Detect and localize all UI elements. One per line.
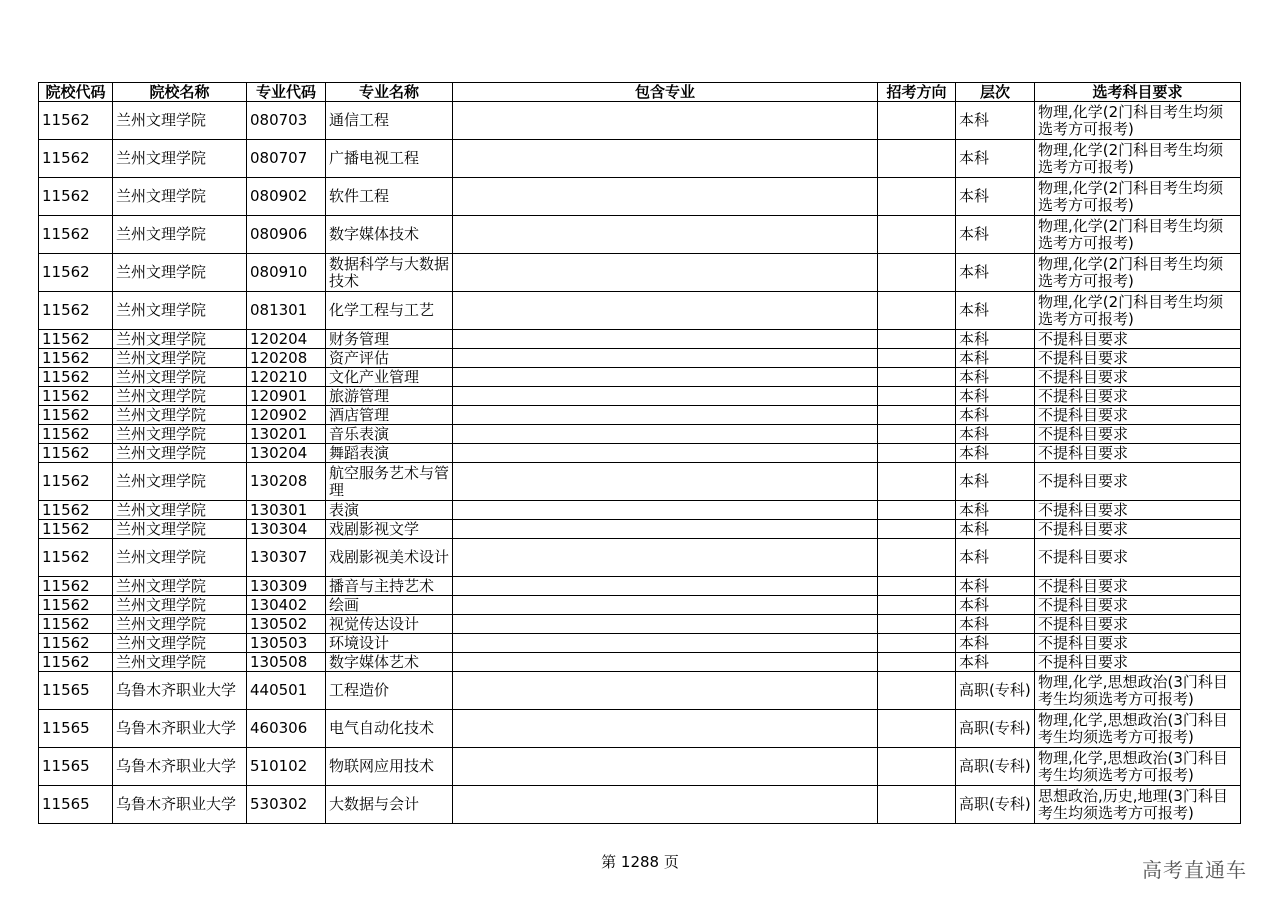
school-code-cell: 11562 (39, 653, 113, 672)
school-name-cell: 兰州文理学院 (113, 254, 247, 292)
major-code-cell: 440501 (247, 672, 326, 710)
included-majors-cell (453, 539, 878, 577)
level-cell: 本科 (956, 653, 1035, 672)
included-majors-cell (453, 102, 878, 140)
major-name-cell: 软件工程 (326, 178, 453, 216)
included-majors-cell (453, 672, 878, 710)
school-name-cell: 兰州文理学院 (113, 368, 247, 387)
table-row (39, 368, 1241, 387)
school-name-cell: 乌鲁木齐职业大学 (113, 786, 247, 824)
school-code-cell: 11562 (39, 615, 113, 634)
school-name-cell: 兰州文理学院 (113, 349, 247, 368)
table-row (39, 501, 1241, 520)
level-cell: 本科 (956, 387, 1035, 406)
enrollment-table (38, 82, 1241, 824)
school-name-cell: 兰州文理学院 (113, 520, 247, 539)
subject-requirement-cell: 物理,化学(2门科目考生均须选考方可报考) (1035, 254, 1241, 292)
level-cell: 高职(专科) (956, 672, 1035, 710)
table-row (39, 539, 1241, 577)
major-code-cell: 130307 (247, 539, 326, 577)
school-name-cell: 兰州文理学院 (113, 387, 247, 406)
major-name-cell: 化学工程与工艺 (326, 292, 453, 330)
level-cell: 高职(专科) (956, 748, 1035, 786)
major-code-cell: 130201 (247, 425, 326, 444)
school-code-cell: 11562 (39, 178, 113, 216)
major-code-cell: 080707 (247, 140, 326, 178)
subject-requirement-cell: 不提科目要求 (1035, 501, 1241, 520)
level-cell: 本科 (956, 634, 1035, 653)
included-majors-cell (453, 653, 878, 672)
subject-requirement-cell: 物理,化学(2门科目考生均须选考方可报考) (1035, 216, 1241, 254)
major-code-cell: 530302 (247, 786, 326, 824)
major-code-cell: 510102 (247, 748, 326, 786)
level-cell: 本科 (956, 520, 1035, 539)
major-name-cell: 物联网应用技术 (326, 748, 453, 786)
school-code-cell: 11562 (39, 444, 113, 463)
table-row (39, 216, 1241, 254)
school-name-cell: 兰州文理学院 (113, 634, 247, 653)
table-row (39, 406, 1241, 425)
subject-requirement-cell: 不提科目要求 (1035, 368, 1241, 387)
school-code-cell: 11562 (39, 140, 113, 178)
major-name-cell: 戏剧影视文学 (326, 520, 453, 539)
table-row (39, 653, 1241, 672)
subject-requirement-cell: 不提科目要求 (1035, 387, 1241, 406)
level-cell: 本科 (956, 216, 1035, 254)
included-majors-cell (453, 634, 878, 653)
included-majors-cell (453, 710, 878, 748)
direction-cell (878, 140, 956, 178)
table-row (39, 254, 1241, 292)
direction-cell (878, 368, 956, 387)
direction-cell (878, 615, 956, 634)
major-name-cell: 表演 (326, 501, 453, 520)
school-name-cell: 兰州文理学院 (113, 653, 247, 672)
header-included-majors: 包含专业 (453, 83, 878, 102)
included-majors-cell (453, 178, 878, 216)
major-code-cell: 130301 (247, 501, 326, 520)
major-code-cell: 460306 (247, 710, 326, 748)
direction-cell (878, 577, 956, 596)
included-majors-cell (453, 330, 878, 349)
level-cell: 高职(专科) (956, 786, 1035, 824)
school-code-cell: 11565 (39, 710, 113, 748)
subject-requirement-cell: 不提科目要求 (1035, 577, 1241, 596)
major-code-cell: 130402 (247, 596, 326, 615)
school-name-cell: 兰州文理学院 (113, 292, 247, 330)
table-body (39, 102, 1241, 824)
included-majors-cell (453, 463, 878, 501)
included-majors-cell (453, 596, 878, 615)
subject-requirement-cell: 物理,化学(2门科目考生均须选考方可报考) (1035, 178, 1241, 216)
header-major-code: 专业代码 (247, 83, 326, 102)
school-code-cell: 11565 (39, 786, 113, 824)
table-row (39, 140, 1241, 178)
subject-requirement-cell: 不提科目要求 (1035, 653, 1241, 672)
direction-cell (878, 786, 956, 824)
header-subject-requirement: 选考科目要求 (1035, 83, 1241, 102)
major-name-cell: 广播电视工程 (326, 140, 453, 178)
school-name-cell: 兰州文理学院 (113, 425, 247, 444)
table-row (39, 710, 1241, 748)
major-code-cell: 120901 (247, 387, 326, 406)
subject-requirement-cell: 不提科目要求 (1035, 406, 1241, 425)
major-name-cell: 数字媒体艺术 (326, 653, 453, 672)
direction-cell (878, 254, 956, 292)
school-code-cell: 11562 (39, 349, 113, 368)
school-code-cell: 11562 (39, 216, 113, 254)
included-majors-cell (453, 140, 878, 178)
level-cell: 本科 (956, 292, 1035, 330)
school-code-cell: 11562 (39, 330, 113, 349)
level-cell: 本科 (956, 178, 1035, 216)
major-code-cell: 120210 (247, 368, 326, 387)
direction-cell (878, 748, 956, 786)
major-name-cell: 绘画 (326, 596, 453, 615)
direction-cell (878, 653, 956, 672)
included-majors-cell (453, 786, 878, 824)
header-major-name: 专业名称 (326, 83, 453, 102)
table-header (39, 83, 1241, 102)
included-majors-cell (453, 501, 878, 520)
table-row (39, 178, 1241, 216)
table-row (39, 330, 1241, 349)
level-cell: 本科 (956, 102, 1035, 140)
major-code-cell: 130503 (247, 634, 326, 653)
school-code-cell: 11565 (39, 748, 113, 786)
major-name-cell: 数据科学与大数据技术 (326, 254, 453, 292)
school-name-cell: 兰州文理学院 (113, 216, 247, 254)
school-code-cell: 11562 (39, 501, 113, 520)
page-number: 第 1288 页 (601, 853, 679, 871)
subject-requirement-cell: 不提科目要求 (1035, 463, 1241, 501)
subject-requirement-cell: 不提科目要求 (1035, 634, 1241, 653)
school-name-cell: 兰州文理学院 (113, 463, 247, 501)
school-code-cell: 11562 (39, 596, 113, 615)
included-majors-cell (453, 387, 878, 406)
direction-cell (878, 463, 956, 501)
major-name-cell: 视觉传达设计 (326, 615, 453, 634)
major-code-cell: 081301 (247, 292, 326, 330)
school-code-cell: 11562 (39, 539, 113, 577)
header-school-name: 院校名称 (113, 83, 247, 102)
level-cell: 本科 (956, 330, 1035, 349)
major-name-cell: 舞蹈表演 (326, 444, 453, 463)
major-name-cell: 戏剧影视美术设计 (326, 539, 453, 577)
major-name-cell: 工程造价 (326, 672, 453, 710)
direction-cell (878, 672, 956, 710)
major-code-cell: 130304 (247, 520, 326, 539)
major-code-cell: 080906 (247, 216, 326, 254)
level-cell: 本科 (956, 254, 1035, 292)
table-row (39, 425, 1241, 444)
direction-cell (878, 710, 956, 748)
included-majors-cell (453, 406, 878, 425)
subject-requirement-cell: 不提科目要求 (1035, 539, 1241, 577)
included-majors-cell (453, 520, 878, 539)
school-code-cell: 11562 (39, 254, 113, 292)
table-row (39, 102, 1241, 140)
header-direction: 招考方向 (878, 83, 956, 102)
level-cell: 本科 (956, 406, 1035, 425)
subject-requirement-cell: 思想政治,历史,地理(3门科目考生均须选考方可报考) (1035, 786, 1241, 824)
level-cell: 本科 (956, 349, 1035, 368)
major-name-cell: 环境设计 (326, 634, 453, 653)
direction-cell (878, 349, 956, 368)
subject-requirement-cell: 不提科目要求 (1035, 596, 1241, 615)
level-cell: 本科 (956, 444, 1035, 463)
school-name-cell: 兰州文理学院 (113, 330, 247, 349)
included-majors-cell (453, 577, 878, 596)
included-majors-cell (453, 425, 878, 444)
school-code-cell: 11562 (39, 577, 113, 596)
level-cell: 本科 (956, 463, 1035, 501)
direction-cell (878, 539, 956, 577)
school-name-cell: 兰州文理学院 (113, 615, 247, 634)
level-cell: 本科 (956, 368, 1035, 387)
table-row (39, 577, 1241, 596)
table-row (39, 634, 1241, 653)
included-majors-cell (453, 216, 878, 254)
subject-requirement-cell: 物理,化学,思想政治(3门科目考生均须选考方可报考) (1035, 710, 1241, 748)
major-code-cell: 080910 (247, 254, 326, 292)
direction-cell (878, 216, 956, 254)
direction-cell (878, 387, 956, 406)
direction-cell (878, 425, 956, 444)
school-name-cell: 兰州文理学院 (113, 140, 247, 178)
table-row (39, 596, 1241, 615)
table-row (39, 672, 1241, 710)
included-majors-cell (453, 444, 878, 463)
subject-requirement-cell: 不提科目要求 (1035, 349, 1241, 368)
direction-cell (878, 406, 956, 425)
included-majors-cell (453, 254, 878, 292)
table-row (39, 349, 1241, 368)
school-code-cell: 11562 (39, 406, 113, 425)
major-code-cell: 120208 (247, 349, 326, 368)
direction-cell (878, 634, 956, 653)
major-name-cell: 旅游管理 (326, 387, 453, 406)
included-majors-cell (453, 615, 878, 634)
school-code-cell: 11562 (39, 368, 113, 387)
school-name-cell: 兰州文理学院 (113, 102, 247, 140)
school-name-cell: 兰州文理学院 (113, 178, 247, 216)
table-row (39, 748, 1241, 786)
school-name-cell: 兰州文理学院 (113, 539, 247, 577)
level-cell: 本科 (956, 615, 1035, 634)
major-code-cell: 130309 (247, 577, 326, 596)
subject-requirement-cell: 物理,化学(2门科目考生均须选考方可报考) (1035, 140, 1241, 178)
major-code-cell: 130204 (247, 444, 326, 463)
table-row (39, 520, 1241, 539)
watermark-logo: 高考直通车 (1142, 858, 1247, 882)
major-code-cell: 130502 (247, 615, 326, 634)
table-row (39, 292, 1241, 330)
school-code-cell: 11562 (39, 520, 113, 539)
major-name-cell: 播音与主持艺术 (326, 577, 453, 596)
level-cell: 本科 (956, 501, 1035, 520)
subject-requirement-cell: 不提科目要求 (1035, 615, 1241, 634)
direction-cell (878, 596, 956, 615)
direction-cell (878, 444, 956, 463)
included-majors-cell (453, 349, 878, 368)
subject-requirement-cell: 不提科目要求 (1035, 425, 1241, 444)
school-name-cell: 兰州文理学院 (113, 577, 247, 596)
header-level: 层次 (956, 83, 1035, 102)
major-name-cell: 电气自动化技术 (326, 710, 453, 748)
subject-requirement-cell: 物理,化学(2门科目考生均须选考方可报考) (1035, 292, 1241, 330)
school-code-cell: 11562 (39, 463, 113, 501)
major-name-cell: 音乐表演 (326, 425, 453, 444)
major-name-cell: 通信工程 (326, 102, 453, 140)
major-name-cell: 大数据与会计 (326, 786, 453, 824)
major-code-cell: 080703 (247, 102, 326, 140)
major-name-cell: 财务管理 (326, 330, 453, 349)
subject-requirement-cell: 物理,化学(2门科目考生均须选考方可报考) (1035, 102, 1241, 140)
level-cell: 本科 (956, 140, 1035, 178)
level-cell: 本科 (956, 539, 1035, 577)
school-code-cell: 11565 (39, 672, 113, 710)
school-code-cell: 11562 (39, 387, 113, 406)
major-code-cell: 120902 (247, 406, 326, 425)
level-cell: 本科 (956, 425, 1035, 444)
school-code-cell: 11562 (39, 425, 113, 444)
header-school-code: 院校代码 (39, 83, 113, 102)
table-row (39, 615, 1241, 634)
major-name-cell: 资产评估 (326, 349, 453, 368)
subject-requirement-cell: 物理,化学,思想政治(3门科目考生均须选考方可报考) (1035, 672, 1241, 710)
major-name-cell: 酒店管理 (326, 406, 453, 425)
table-row (39, 463, 1241, 501)
school-name-cell: 乌鲁木齐职业大学 (113, 748, 247, 786)
included-majors-cell (453, 368, 878, 387)
table-row (39, 444, 1241, 463)
school-name-cell: 兰州文理学院 (113, 406, 247, 425)
major-name-cell: 航空服务艺术与管理 (326, 463, 453, 501)
table-row (39, 786, 1241, 824)
major-code-cell: 080902 (247, 178, 326, 216)
direction-cell (878, 520, 956, 539)
level-cell: 本科 (956, 596, 1035, 615)
major-code-cell: 130508 (247, 653, 326, 672)
major-name-cell: 数字媒体技术 (326, 216, 453, 254)
direction-cell (878, 178, 956, 216)
school-code-cell: 11562 (39, 292, 113, 330)
direction-cell (878, 501, 956, 520)
direction-cell (878, 330, 956, 349)
school-name-cell: 乌鲁木齐职业大学 (113, 710, 247, 748)
included-majors-cell (453, 292, 878, 330)
school-name-cell: 乌鲁木齐职业大学 (113, 672, 247, 710)
school-code-cell: 11562 (39, 634, 113, 653)
school-code-cell: 11562 (39, 102, 113, 140)
direction-cell (878, 292, 956, 330)
level-cell: 本科 (956, 577, 1035, 596)
included-majors-cell (453, 748, 878, 786)
major-code-cell: 130208 (247, 463, 326, 501)
table-row (39, 387, 1241, 406)
subject-requirement-cell: 不提科目要求 (1035, 520, 1241, 539)
subject-requirement-cell: 不提科目要求 (1035, 444, 1241, 463)
school-name-cell: 兰州文理学院 (113, 444, 247, 463)
subject-requirement-cell: 物理,化学,思想政治(3门科目考生均须选考方可报考) (1035, 748, 1241, 786)
major-code-cell: 120204 (247, 330, 326, 349)
level-cell: 高职(专科) (956, 710, 1035, 748)
direction-cell (878, 102, 956, 140)
major-name-cell: 文化产业管理 (326, 368, 453, 387)
subject-requirement-cell: 不提科目要求 (1035, 330, 1241, 349)
school-name-cell: 兰州文理学院 (113, 501, 247, 520)
school-name-cell: 兰州文理学院 (113, 596, 247, 615)
